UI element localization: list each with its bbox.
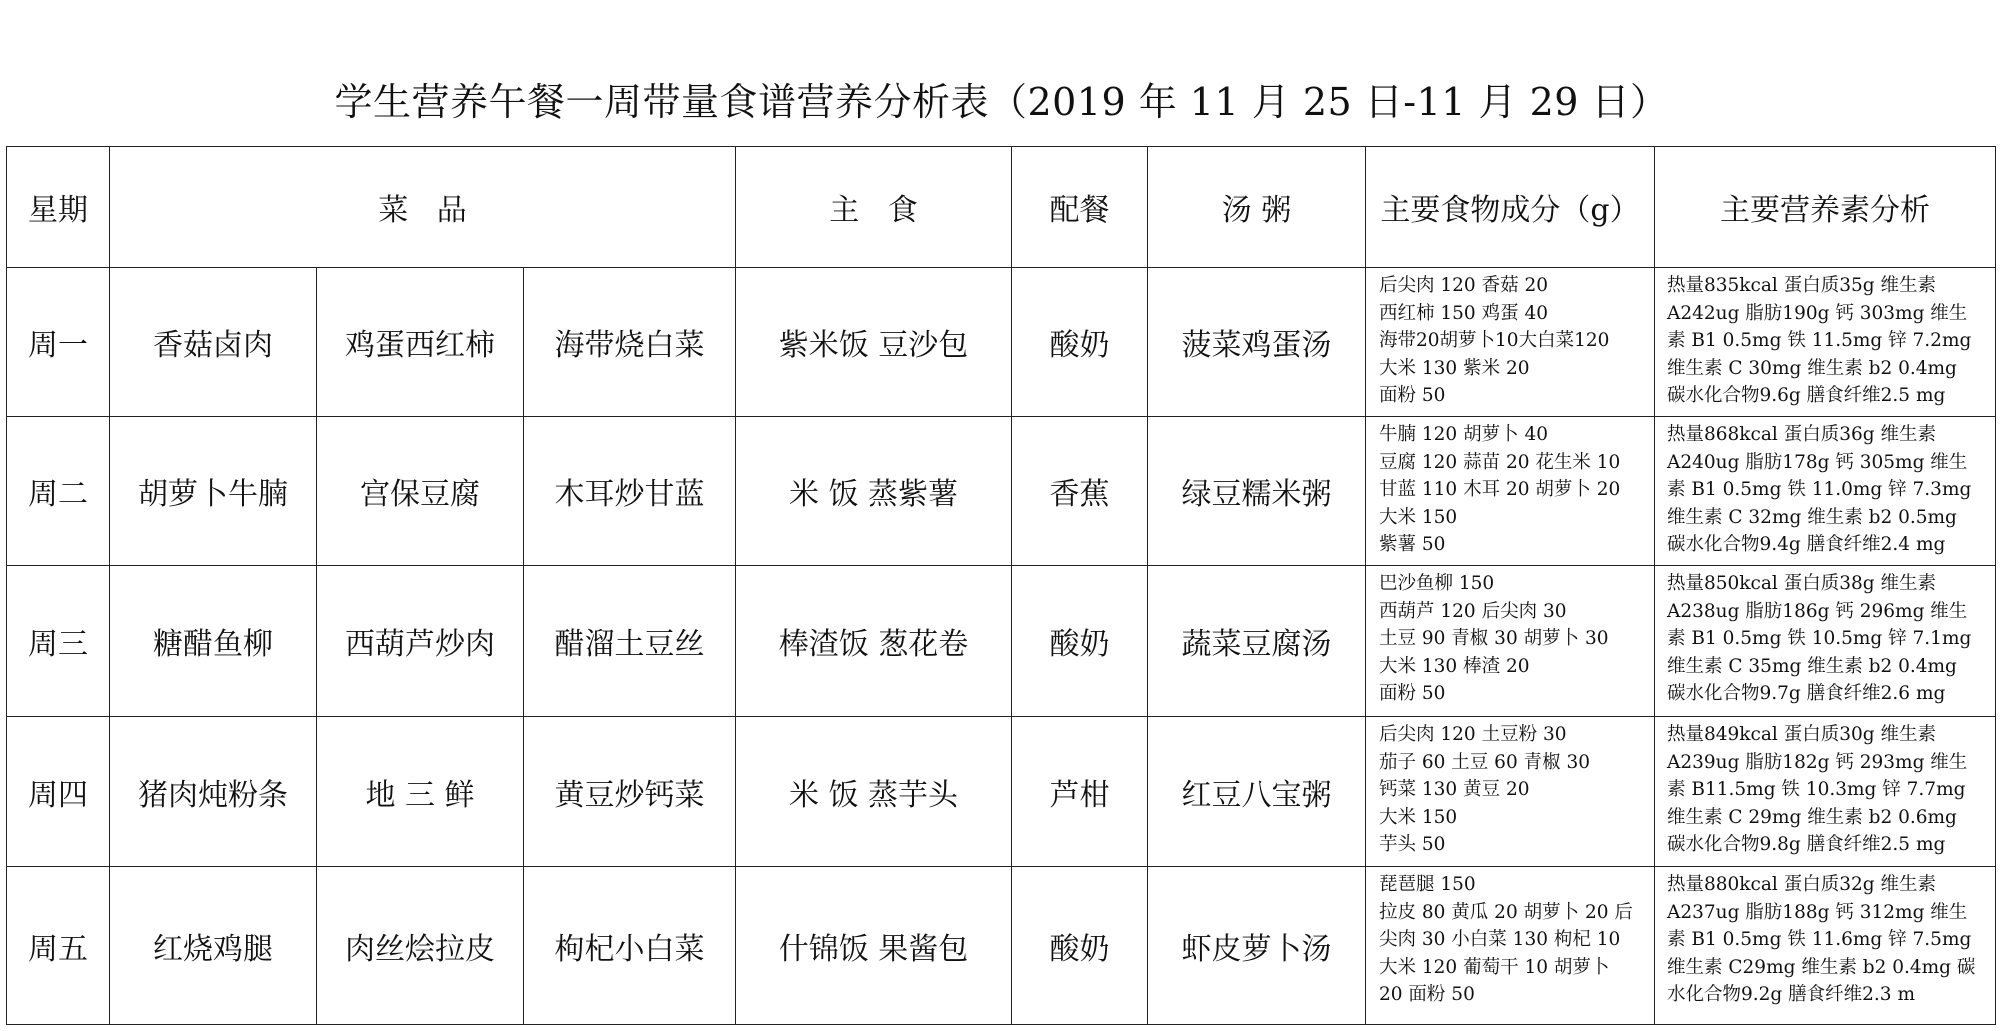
ingredients-line: 巴沙鱼柳 150 [1379, 573, 1495, 594]
staple-cell: 紫米饭 豆沙包 [736, 268, 1012, 417]
soup-cell: 蔬菜豆腐汤 [1148, 566, 1366, 717]
header-day: 星期 [7, 147, 110, 268]
day-cell: 周一 [7, 268, 110, 417]
ingredients-line: 20 面粉 50 [1379, 984, 1475, 1005]
side-cell: 香蕉 [1012, 417, 1148, 566]
dish-cell: 鸡蛋西红柿 [317, 268, 524, 417]
table-row [7, 717, 1996, 867]
dish-cell: 地 三 鲜 [317, 717, 524, 867]
soup-cell: 虾皮萝卜汤 [1148, 867, 1366, 1025]
ingredients-line: 琵琶腿 150 [1379, 874, 1476, 895]
ingredients-cell [1366, 717, 1655, 867]
nutrition-line: 素 B1 0.5mg 铁 11.0mg 锌 7.3mg [1667, 479, 1972, 500]
nutrition-line: 水化合物9.2g 膳食纤维2.3 m [1667, 984, 1915, 1005]
staple-cell: 米 饭 蒸紫薯 [736, 417, 1012, 566]
nutrition-cell [1655, 417, 1996, 566]
side-cell: 芦柑 [1012, 717, 1148, 867]
header-nutrition: 主要营养素分析 [1655, 147, 1996, 268]
ingredients-line: 西红柿 150 鸡蛋 40 [1379, 302, 1548, 324]
dish-cell: 肉丝烩拉皮 [317, 867, 524, 1025]
nutrition-line: 维生素 C 32mg 维生素 b2 0.5mg [1667, 506, 1957, 528]
day-cell: 周五 [7, 867, 110, 1025]
ingredients-line: 大米 130 紫米 20 [1379, 357, 1530, 379]
ingredients-cell [1366, 566, 1655, 717]
soup-cell: 菠菜鸡蛋汤 [1148, 268, 1366, 417]
dish-cell: 香菇卤肉 [110, 268, 317, 417]
nutrition-line: 热量850kcal 蛋白质38g 维生素 [1667, 573, 1936, 594]
dish-cell: 西葫芦炒肉 [317, 566, 524, 717]
staple-cell: 棒渣饭 葱花卷 [736, 566, 1012, 717]
ingredients-line: 海带20胡萝卜10大白菜120 [1379, 330, 1610, 351]
nutrition-line: A240ug 脂肪178g 钙 305mg 维生 [1667, 451, 1968, 473]
ingredients-line: 西葫芦 120 后尖肉 30 [1379, 600, 1567, 622]
dish-cell: 红烧鸡腿 [110, 867, 317, 1025]
page-title: 学生营养午餐一周带量食谱营养分析表（2019 年 11 月 25 日-11 月 29 日） [334, 80, 1669, 124]
ingredients-line: 面粉 50 [1379, 683, 1446, 704]
nutrition-cell [1655, 566, 1996, 717]
day-cell: 周三 [7, 566, 110, 717]
nutrition-line: 碳水化合物9.6g 膳食纤维2.5 mg [1667, 385, 1946, 406]
header-dishes: 菜 品 [110, 147, 736, 268]
nutrition-line: 热量880kcal 蛋白质32g 维生素 [1667, 874, 1936, 895]
nutrition-line: A237ug 脂肪188g 钙 312mg 维生 [1667, 901, 1968, 923]
dish-cell: 木耳炒甘蓝 [524, 417, 736, 566]
dish-cell: 糖醋鱼柳 [110, 566, 317, 717]
header-ingredients: 主要食物成分（g） [1366, 147, 1655, 268]
nutrition-line: A239ug 脂肪182g 钙 293mg 维生 [1667, 751, 1968, 773]
nutrition-line: A242ug 脂肪190g 钙 303mg 维生 [1667, 302, 1968, 324]
ingredients-line: 面粉 50 [1379, 385, 1446, 406]
soup-cell: 红豆八宝粥 [1148, 717, 1366, 867]
nutrition-line: 维生素 C 35mg 维生素 b2 0.4mg [1667, 655, 1957, 677]
header-row [7, 147, 1996, 268]
ingredients-cell [1366, 867, 1655, 1025]
header-side: 配餐 [1012, 147, 1148, 268]
ingredients-line: 大米 130 棒渣 20 [1379, 655, 1530, 677]
ingredients-line: 拉皮 80 黄瓜 20 胡萝卜 20 后 [1379, 901, 1633, 923]
header-staple: 主 食 [736, 147, 1012, 268]
ingredients-cell [1366, 417, 1655, 566]
dish-cell: 猪肉炖粉条 [110, 717, 317, 867]
ingredients-line: 钙菜 130 黄豆 20 [1379, 779, 1530, 800]
ingredients-line: 大米 150 [1379, 506, 1458, 528]
header-soup: 汤 粥 [1148, 147, 1366, 268]
nutrition-line: A238ug 脂肪186g 钙 296mg 维生 [1667, 600, 1968, 622]
nutrition-line: 维生素 C 30mg 维生素 b2 0.4mg [1667, 357, 1957, 379]
ingredients-line: 芋头 50 [1379, 834, 1446, 855]
nutrition-line: 热量849kcal 蛋白质30g 维生素 [1667, 724, 1936, 745]
nutrition-line: 碳水化合物9.7g 膳食纤维2.6 mg [1667, 683, 1946, 704]
dish-cell: 枸杞小白菜 [524, 867, 736, 1025]
nutrition-line: 热量835kcal 蛋白质35g 维生素 [1667, 275, 1936, 296]
side-cell: 酸奶 [1012, 566, 1148, 717]
nutrition-line: 热量868kcal 蛋白质36g 维生素 [1667, 424, 1936, 445]
dish-cell: 胡萝卜牛腩 [110, 417, 317, 566]
dish-cell: 海带烧白菜 [524, 268, 736, 417]
table-row [7, 867, 1996, 1025]
ingredients-line: 后尖肉 120 土豆粉 30 [1379, 724, 1567, 745]
ingredients-cell [1366, 268, 1655, 417]
nutrition-line: 素 B11.5mg 铁 10.3mg 锌 7.7mg [1667, 779, 1966, 800]
nutrition-line: 维生素 C29mg 维生素 b2 0.4mg 碳 [1667, 956, 1976, 978]
side-cell: 酸奶 [1012, 268, 1148, 417]
ingredients-line: 后尖肉 120 香菇 20 [1379, 275, 1548, 296]
ingredients-line: 大米 150 [1379, 806, 1458, 828]
table-row [7, 566, 1996, 717]
nutrition-line: 维生素 C 29mg 维生素 b2 0.6mg [1667, 806, 1957, 828]
table-row [7, 417, 1996, 566]
nutrition-line: 素 B1 0.5mg 铁 11.5mg 锌 7.2mg [1667, 330, 1972, 351]
nutrition-line: 碳水化合物9.4g 膳食纤维2.4 mg [1667, 534, 1946, 555]
dish-cell: 宫保豆腐 [317, 417, 524, 566]
ingredients-line: 茄子 60 土豆 60 青椒 30 [1379, 751, 1591, 773]
nutrition-line: 素 B1 0.5mg 铁 11.6mg 锌 7.5mg [1667, 929, 1972, 950]
nutrition-cell [1655, 867, 1996, 1025]
side-cell: 酸奶 [1012, 867, 1148, 1025]
day-cell: 周二 [7, 417, 110, 566]
staple-cell: 什锦饭 果酱包 [736, 867, 1012, 1025]
nutrition-cell [1655, 717, 1996, 867]
ingredients-line: 紫薯 50 [1379, 534, 1446, 555]
ingredients-line: 甘蓝 110 木耳 20 胡萝卜 20 [1379, 479, 1621, 500]
menu-table [6, 146, 1996, 1025]
staple-cell: 米 饭 蒸芋头 [736, 717, 1012, 867]
dish-cell: 醋溜土豆丝 [524, 566, 736, 717]
dish-cell: 黄豆炒钙菜 [524, 717, 736, 867]
ingredients-line: 牛腩 120 胡萝卜 40 [1379, 424, 1548, 445]
table-row [7, 268, 1996, 417]
nutrition-line: 碳水化合物9.8g 膳食纤维2.5 mg [1667, 834, 1946, 855]
soup-cell: 绿豆糯米粥 [1148, 417, 1366, 566]
day-cell: 周四 [7, 717, 110, 867]
ingredients-line: 豆腐 120 蒜苗 20 花生米 10 [1379, 451, 1621, 473]
ingredients-line: 尖肉 30 小白菜 130 枸杞 10 [1379, 929, 1621, 950]
ingredients-line: 土豆 90 青椒 30 胡萝卜 30 [1379, 628, 1609, 649]
nutrition-line: 素 B1 0.5mg 铁 10.5mg 锌 7.1mg [1667, 628, 1972, 649]
nutrition-cell [1655, 268, 1996, 417]
ingredients-line: 大米 120 葡萄干 10 胡萝卜 [1379, 956, 1610, 978]
